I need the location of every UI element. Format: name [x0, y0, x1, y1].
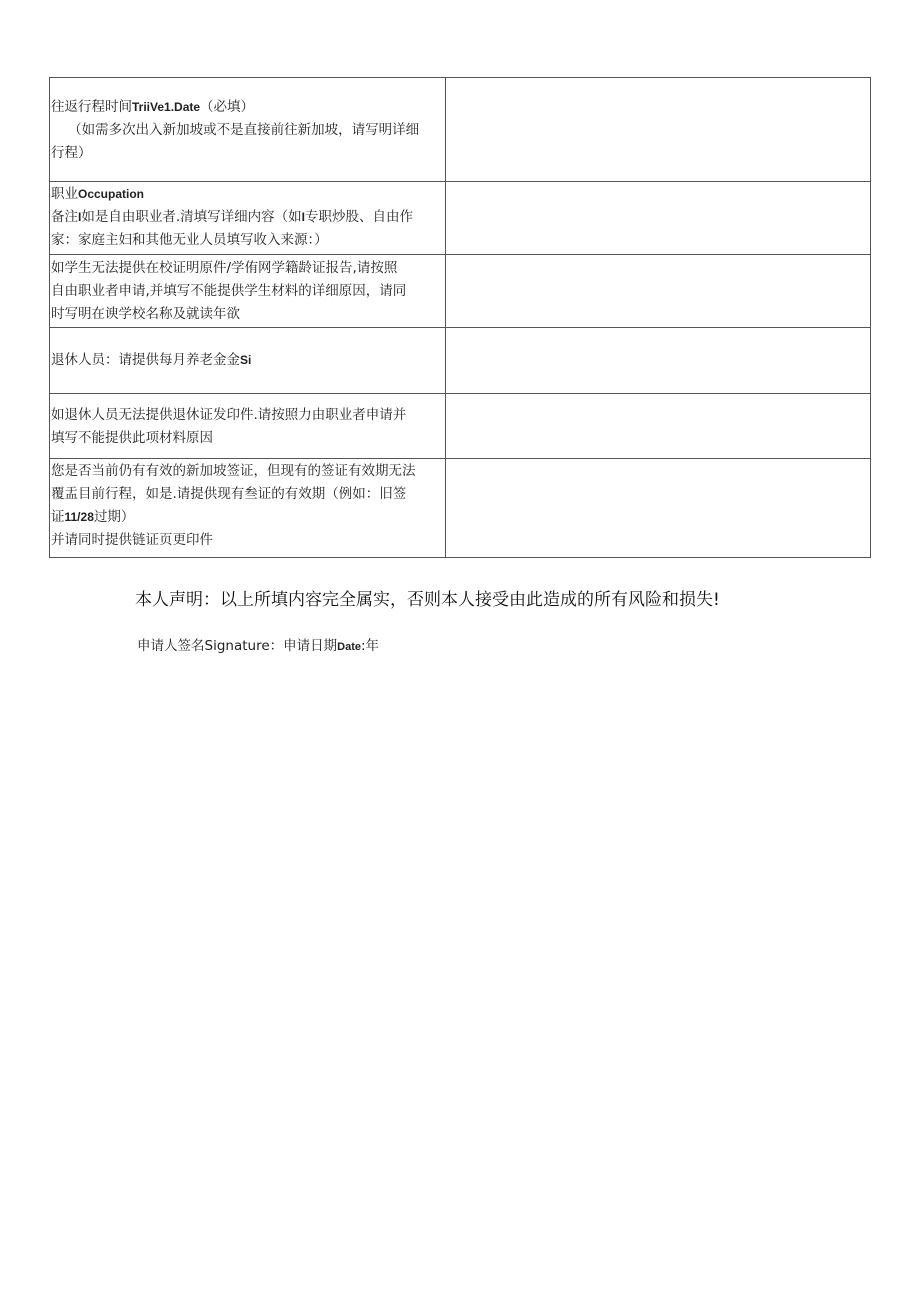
- label-line: 证11/28过期）: [51, 509, 135, 525]
- row-label: [50, 459, 446, 558]
- row-label: [50, 182, 446, 255]
- label-line: 退休人员：请提供每月养老金金Si: [51, 352, 252, 368]
- label-line: 时写明在谀学校名称及就读年欲: [51, 306, 240, 322]
- answer-cell-travel-date[interactable]: [446, 78, 871, 182]
- label-line: 并请同时提供链证页更印件: [51, 532, 213, 548]
- answer-cell-retiree-certificate[interactable]: [446, 394, 871, 459]
- label-line: 行程）: [51, 145, 92, 161]
- form-row-current-visa: [50, 459, 871, 558]
- label-line: 如学生无法提供在校证明原件/学侑网学籍龄证报告,请按照: [51, 260, 398, 276]
- signature-line: [137, 634, 379, 654]
- answer-cell-student[interactable]: [446, 255, 871, 328]
- row-label: [50, 78, 446, 182]
- form-row-retiree-certificate: [50, 394, 871, 459]
- answer-cell-occupation[interactable]: [446, 182, 871, 255]
- row-label: [50, 255, 446, 328]
- label-line: 往返行程时间TriiVe1.Date（必填）: [51, 99, 255, 115]
- label-line: 覆盂目前行程，如是.请提供现有叁证的有效期（例如：旧签: [51, 486, 407, 502]
- answer-cell-retiree-pension[interactable]: [446, 328, 871, 394]
- label-line: 填写不能提供此项材料原因: [51, 430, 213, 446]
- answer-cell-current-visa[interactable]: [446, 459, 871, 558]
- label-line: （如需多次出入新加坡或不是直接前往新加坡，请写明详细: [51, 122, 420, 138]
- signature-label: 申请人签名Signature：申请日期: [137, 638, 338, 654]
- label-line: 自由职业者申请,并填写不能提供学生材料的详细原因，请同: [51, 283, 407, 299]
- form-row-retiree-pension: [50, 328, 871, 394]
- application-form-table: [49, 77, 871, 558]
- label-line: 家：家庭主妇和其他无业人员填写收入来源：）: [51, 232, 328, 248]
- form-row-travel-date: [50, 78, 871, 182]
- date-label: Date: [337, 641, 361, 653]
- row-label: [50, 328, 446, 394]
- row-label: [50, 394, 446, 459]
- label-line: 职业Occupation: [51, 186, 145, 202]
- declaration-statement: 本人声明：以上所填内容完全属实，否则本人接受由此造成的所有风险和损失!: [135, 590, 720, 610]
- label-line: 您是否当前仍有有效的新加坡签证，但现有的签证有效期无法: [51, 463, 416, 479]
- year-label: :年: [360, 638, 380, 654]
- label-line: 备注I如是自由职业者.清填写详细内容（如I专职炒股、自由作: [51, 209, 413, 225]
- form-row-occupation: [50, 182, 871, 255]
- form-row-student: [50, 255, 871, 328]
- label-line: 如退休人员无法提供退休证发印件.请按照力由职业者申请并: [51, 407, 407, 423]
